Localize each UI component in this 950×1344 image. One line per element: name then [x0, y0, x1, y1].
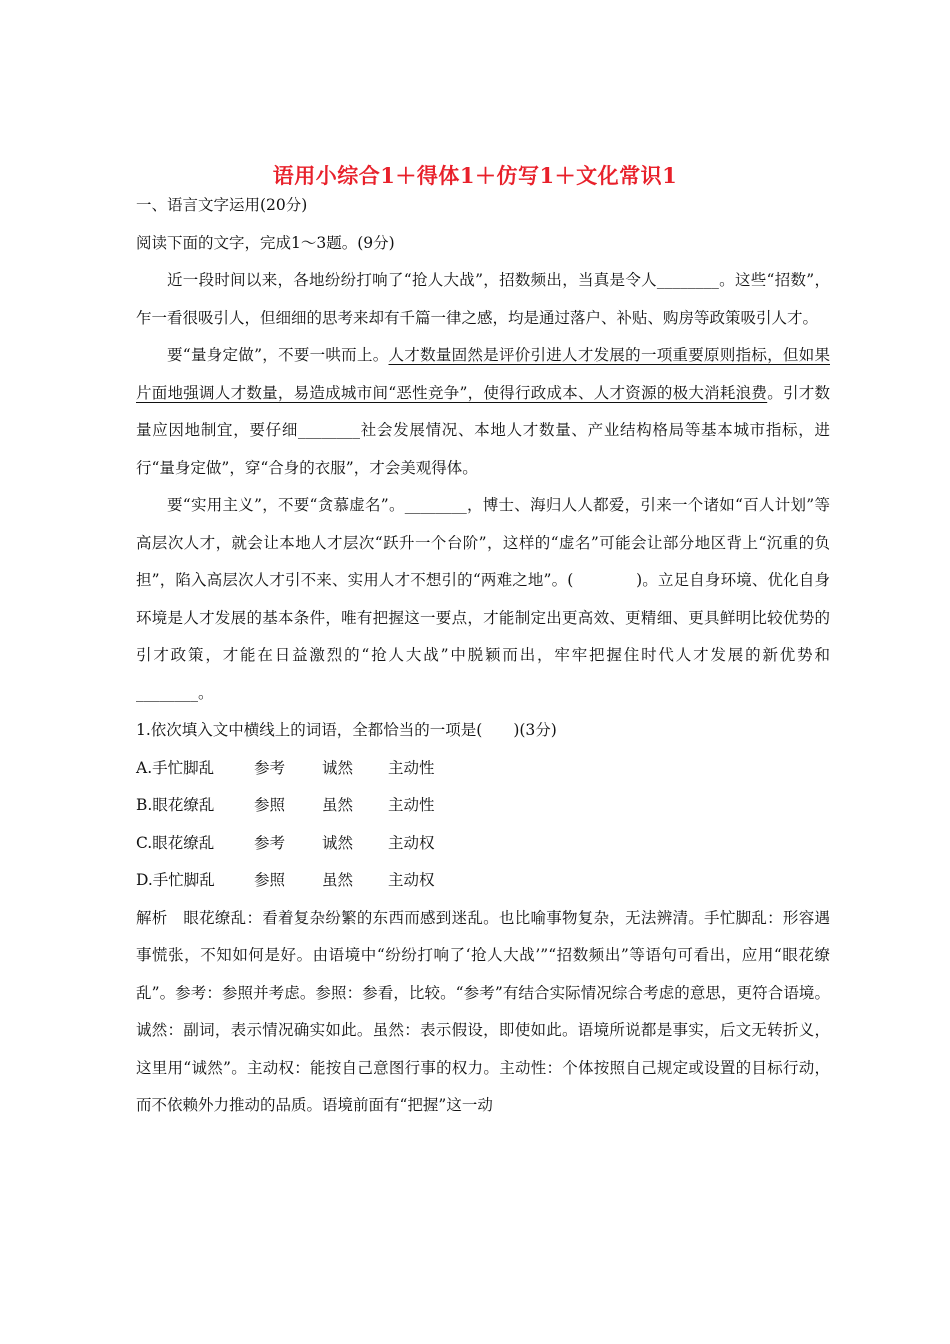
instruction: 阅读下面的文字，完成1～3题。(9分): [136, 233, 395, 252]
option-c: C.眼花缭乱 参考 诚然 主动权: [136, 833, 435, 852]
question-1-stem: 1.依次填入文中横线上的词语，全都恰当的一项是( )(3分): [136, 721, 557, 739]
passage-paragraph-1: 近一段时间以来，各地纷纷打响了“抢人大战”，招数频出，当真是令人________。这些“招数”，乍一看很吸引人，但细细的思考来却有千篇一律之感，均是通过落户、补贴、购房等政策吸引人才。: [136, 271, 830, 327]
passage-paragraph-2: [136, 337, 830, 487]
section-heading: 一、语言文字运用(20分): [136, 196, 308, 214]
option-b: B.眼花缭乱 参照 虽然 主动性: [136, 796, 435, 814]
passage-paragraph-3: 要“实用主义”，不要“贪慕虚名”。________，博士、海归人人都爱，引来一个诸如“百人计划”等高层次人才，就会让本地人才层次“跃升一个台阶”，这样的“虚名”可能会让部分地区背上“沉重的负担”，陷入高层次人才引不来、实用人才不想引的“两难之地”。( )。立足自身环境、优化自身环境是人才发展的基本条件，唯有把握这一要点，才能制定出更高效、更精细、更具鲜明比较优势的引才政策，才能在日益激烈的“抢人大战”中脱颖而出，牢牢把握住时代人才发展的新优势和________。: [136, 496, 830, 702]
analysis: 解析 眼花缭乱：看着复杂纷繁的东西而感到迷乱。也比喻事物复杂，无法辨清。手忙脚乱：形容遇事慌张，不知如何是好。由语境中“纷纷打响了‘抢人大战’”“招数频出”等语句可看出，应用“眼花缭乱”。参考：参照并考虑。参照：参看，比较。“参考”有结合实际情况综合考虑的意思，更符合语境。诚然：副词，表示情况确实如此。虽然：表示假设，即使如此。语境所说都是事实，后文无转折义，这里用“诚然”。主动权：能按自己意图行事的权力。主动性：个体按照自己规定或设置的目标行动，而不依赖外力推动的品质。语境前面有“把握”这一动: [136, 908, 830, 1114]
document-body: [136, 187, 830, 1125]
paragraph-2-rest: 。引才数量应因地制宜，要仔细________社会发展情况、本地人才数量、产业结构格局等基本城市指标，进行“量身定做”，穿“合身的衣服”，才会美观得体。: [136, 383, 830, 477]
document-title: 语用小综合1＋得体1＋仿写1＋文化常识1: [272, 163, 678, 188]
option-a: A.手忙脚乱 参考 诚然 主动性: [136, 758, 435, 777]
paragraph-2-lead: 要“量身定做”，不要一哄而上。: [167, 346, 389, 364]
underlined-sentence: 人才数量固然是评价引进人才发展的一项重要原则指标，但如果片面地强调人才数量，易造成城市间“恶性竞争”，使得行政成本、人才资源的极大消耗浪费: [136, 346, 830, 402]
option-d: D.手忙脚乱 参照 虽然 主动权: [136, 871, 435, 889]
